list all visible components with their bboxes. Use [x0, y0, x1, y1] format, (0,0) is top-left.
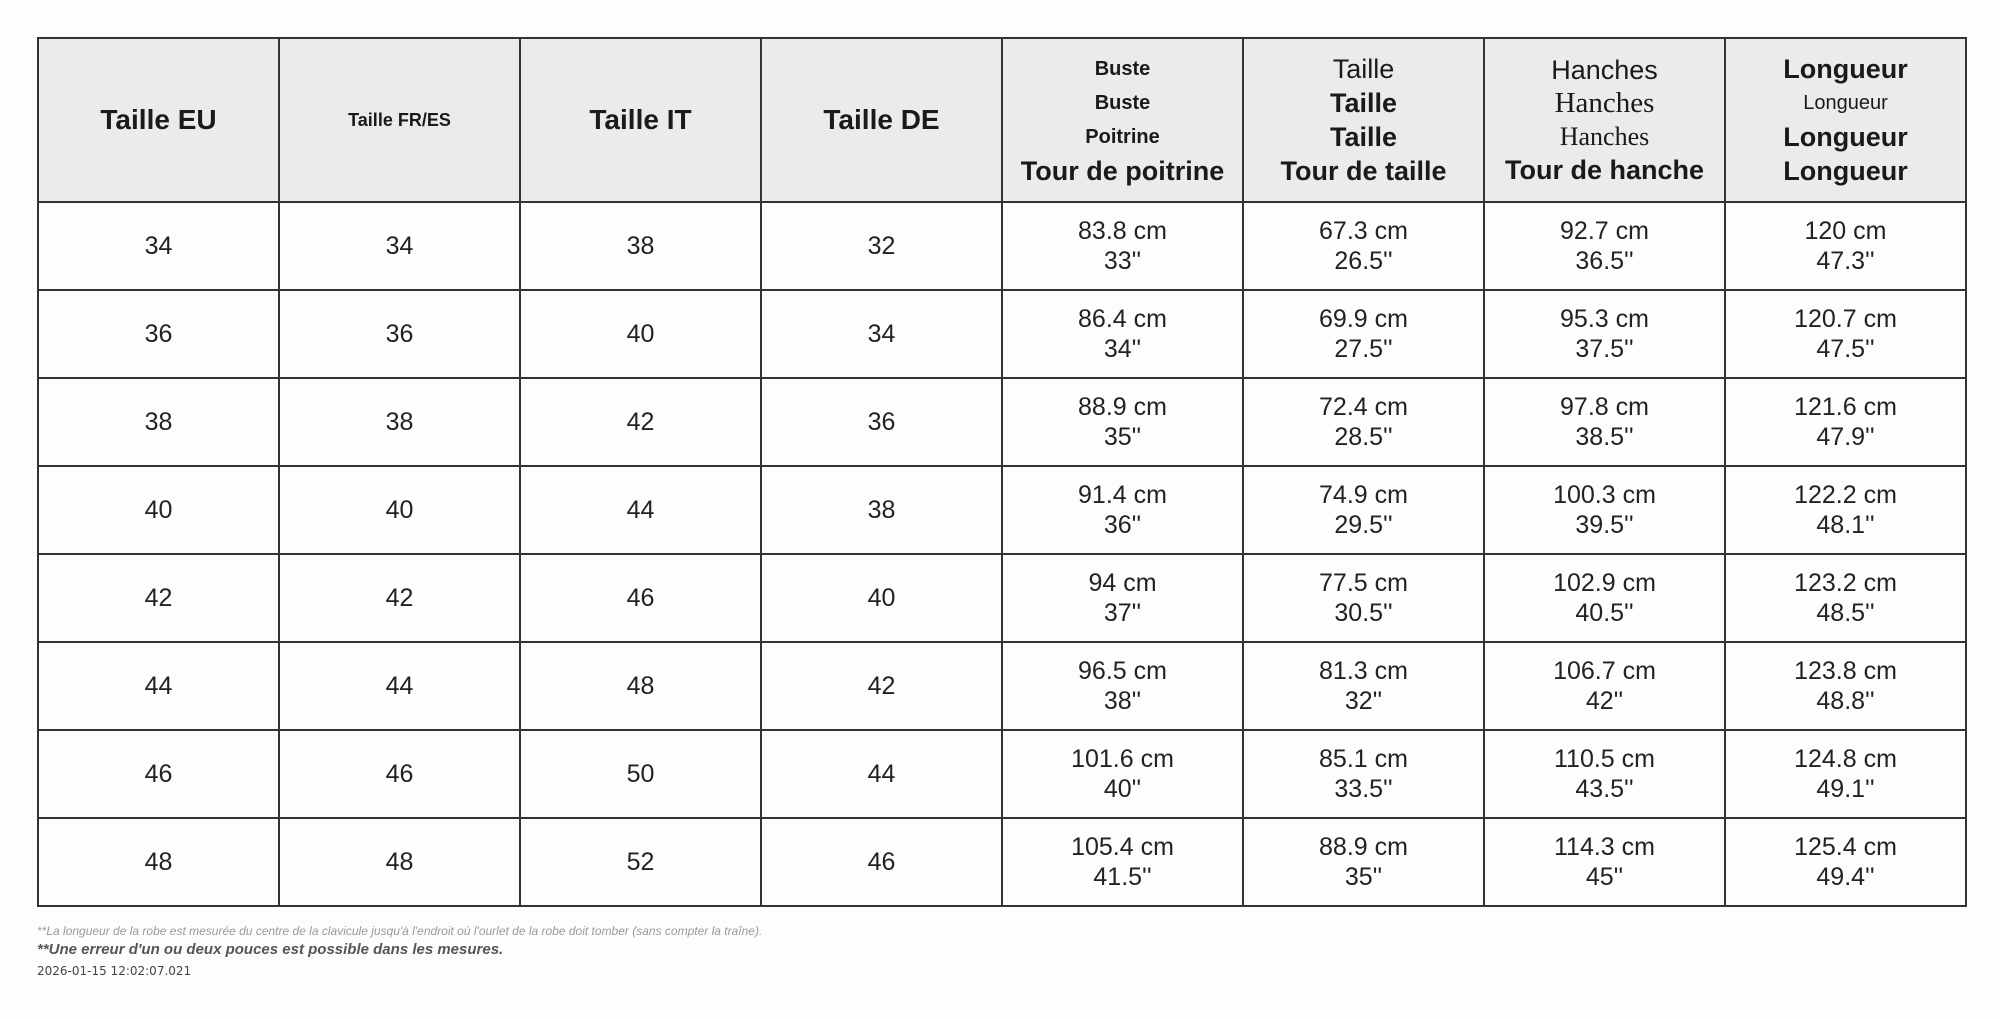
cell-hips-inch: 42'' — [1585, 687, 1624, 715]
cell-waist-cm: 74.9 cm — [1319, 481, 1408, 509]
header-bust-line: Poitrine — [1085, 126, 1160, 148]
cell-size-it: 42 — [520, 378, 761, 466]
cell-hips-cm: 102.9 cm — [1553, 569, 1656, 597]
cell-waist-inch: 29.5'' — [1334, 511, 1393, 539]
cell-hips — [1484, 642, 1725, 730]
cell-hips-cm: 92.7 cm — [1560, 217, 1649, 245]
cell-hips — [1484, 730, 1725, 818]
cell-waist-cm: 85.1 cm — [1319, 745, 1408, 773]
cell-size-it: 46 — [520, 554, 761, 642]
cell-size-it: 40 — [520, 290, 761, 378]
cell-bust-cm: 88.9 cm — [1078, 393, 1167, 421]
header-length-line: Longueur — [1783, 156, 1908, 186]
cell-waist-inch: 27.5'' — [1334, 335, 1393, 363]
cell-waist-inch: 32'' — [1344, 687, 1383, 715]
header-length-line: Longueur — [1783, 122, 1908, 152]
header-waist-line: Taille — [1329, 88, 1398, 118]
cell-length — [1725, 818, 1966, 906]
header-hips — [1484, 38, 1725, 202]
cell-bust — [1002, 554, 1243, 642]
header-hips-line: Hanches — [1554, 87, 1655, 119]
header-hips-line: Tour de hanche — [1504, 155, 1705, 185]
cell-bust-inch: 40'' — [1103, 775, 1142, 803]
cell-waist-cm: 72.4 cm — [1319, 393, 1408, 421]
cell-waist-cm: 67.3 cm — [1319, 217, 1408, 245]
cell-bust — [1002, 730, 1243, 818]
cell-bust-cm: 83.8 cm — [1078, 217, 1167, 245]
cell-size-eu: 44 — [38, 642, 279, 730]
cell-hips-cm: 95.3 cm — [1560, 305, 1649, 333]
header-it: Taille IT — [520, 38, 761, 202]
cell-length-cm: 124.8 cm — [1794, 745, 1897, 773]
cell-length-cm: 123.8 cm — [1794, 657, 1897, 685]
header-row — [38, 38, 1966, 202]
table-row — [38, 730, 1966, 818]
cell-size-de: 44 — [761, 730, 1002, 818]
cell-bust-inch: 34'' — [1103, 335, 1142, 363]
cell-size-de: 34 — [761, 290, 1002, 378]
table-row — [38, 290, 1966, 378]
cell-bust-inch: 33'' — [1103, 247, 1142, 275]
header-de: Taille DE — [761, 38, 1002, 202]
header-fr: Taille FR/ES — [279, 38, 520, 202]
cell-waist-cm: 69.9 cm — [1319, 305, 1408, 333]
length-note: **La longueur de la robe est mesurée du centre de la clavicule jusqu'à l'endroit où l'ourlet de la robe doit tomber (sans compter la traîne). — [37, 924, 763, 938]
timestamp: 2026-01-15 12:02:07.021 — [37, 964, 192, 978]
cell-size-eu: 36 — [38, 290, 279, 378]
header-hips-line: Hanches — [1551, 55, 1658, 85]
cell-hips-inch: 40.5'' — [1575, 599, 1634, 627]
cell-hips-cm: 97.8 cm — [1560, 393, 1649, 421]
cell-size-it: 48 — [520, 642, 761, 730]
cell-hips-inch: 37.5'' — [1575, 335, 1634, 363]
cell-hips-inch: 43.5'' — [1575, 775, 1634, 803]
cell-bust-cm: 101.6 cm — [1071, 745, 1174, 773]
cell-length-inch: 48.1'' — [1816, 511, 1875, 539]
cell-bust — [1002, 642, 1243, 730]
cell-waist-inch: 33.5'' — [1334, 775, 1393, 803]
cell-size-fr: 42 — [279, 554, 520, 642]
cell-size-de: 38 — [761, 466, 1002, 554]
cell-bust — [1002, 818, 1243, 906]
cell-hips — [1484, 554, 1725, 642]
cell-bust — [1002, 466, 1243, 554]
cell-waist-inch: 28.5'' — [1334, 423, 1393, 451]
cell-size-de: 36 — [761, 378, 1002, 466]
cell-bust-inch: 35'' — [1103, 423, 1142, 451]
cell-waist-cm: 81.3 cm — [1319, 657, 1408, 685]
cell-waist — [1243, 202, 1484, 290]
header-length-line: Longueur — [1803, 92, 1888, 114]
cell-hips — [1484, 466, 1725, 554]
cell-length — [1725, 554, 1966, 642]
cell-hips-inch: 36.5'' — [1575, 247, 1634, 275]
cell-bust-inch: 41.5'' — [1093, 863, 1152, 891]
cell-size-eu: 34 — [38, 202, 279, 290]
cell-length — [1725, 642, 1966, 730]
cell-length-inch: 47.5'' — [1816, 335, 1875, 363]
cell-length-cm: 123.2 cm — [1794, 569, 1897, 597]
cell-size-it: 50 — [520, 730, 761, 818]
cell-hips — [1484, 290, 1725, 378]
cell-length — [1725, 290, 1966, 378]
cell-bust-cm: 96.5 cm — [1078, 657, 1167, 685]
cell-bust-inch: 37'' — [1103, 599, 1142, 627]
size-chart — [37, 37, 1965, 907]
cell-length — [1725, 730, 1966, 818]
size-table — [37, 37, 1967, 907]
cell-length-inch: 49.4'' — [1816, 863, 1875, 891]
cell-hips-cm: 110.5 cm — [1554, 745, 1655, 773]
cell-bust — [1002, 202, 1243, 290]
cell-size-fr: 44 — [279, 642, 520, 730]
cell-waist-cm: 77.5 cm — [1319, 569, 1408, 597]
cell-size-fr: 38 — [279, 378, 520, 466]
cell-length-inch: 47.3'' — [1816, 247, 1875, 275]
cell-hips-inch: 45'' — [1585, 863, 1624, 891]
cell-size-de: 46 — [761, 818, 1002, 906]
cell-length-inch: 48.8'' — [1816, 687, 1875, 715]
cell-size-eu: 38 — [38, 378, 279, 466]
cell-size-de: 42 — [761, 642, 1002, 730]
table-row — [38, 202, 1966, 290]
table-row — [38, 378, 1966, 466]
cell-length — [1725, 378, 1966, 466]
header-bust-line: Tour de poitrine — [1020, 156, 1225, 186]
cell-bust-inch: 36'' — [1103, 511, 1142, 539]
cell-length-cm: 122.2 cm — [1794, 481, 1897, 509]
cell-size-fr: 36 — [279, 290, 520, 378]
cell-hips-cm: 106.7 cm — [1553, 657, 1656, 685]
cell-size-de: 32 — [761, 202, 1002, 290]
cell-size-fr: 46 — [279, 730, 520, 818]
cell-length-inch: 48.5'' — [1816, 599, 1875, 627]
cell-bust-inch: 38'' — [1103, 687, 1142, 715]
cell-hips — [1484, 378, 1725, 466]
cell-hips-inch: 39.5'' — [1575, 511, 1634, 539]
cell-length-cm: 121.6 cm — [1794, 393, 1897, 421]
cell-waist — [1243, 730, 1484, 818]
cell-size-eu: 46 — [38, 730, 279, 818]
cell-bust — [1002, 378, 1243, 466]
cell-size-eu: 42 — [38, 554, 279, 642]
cell-waist-inch: 30.5'' — [1334, 599, 1393, 627]
cell-length-inch: 47.9'' — [1816, 423, 1875, 451]
cell-hips-cm: 100.3 cm — [1553, 481, 1656, 509]
cell-length-cm: 120.7 cm — [1794, 305, 1897, 333]
cell-waist-inch: 26.5'' — [1334, 247, 1393, 275]
cell-size-fr: 40 — [279, 466, 520, 554]
cell-waist — [1243, 466, 1484, 554]
header-bust — [1002, 38, 1243, 202]
cell-waist-cm: 88.9 cm — [1319, 833, 1408, 861]
header-length-line: Longueur — [1783, 54, 1908, 84]
header-bust-line: Buste — [1094, 58, 1151, 80]
cell-size-eu: 40 — [38, 466, 279, 554]
cell-waist — [1243, 378, 1484, 466]
cell-waist — [1243, 642, 1484, 730]
cell-size-fr: 48 — [279, 818, 520, 906]
cell-hips — [1484, 202, 1725, 290]
error-note: **Une erreur d'un ou deux pouces est possible dans les mesures. — [37, 941, 504, 958]
header-waist — [1243, 38, 1484, 202]
header-bust-line: Buste — [1094, 92, 1151, 114]
table-body — [38, 202, 1966, 906]
cell-bust-cm: 94 cm — [1088, 569, 1157, 597]
cell-size-it: 52 — [520, 818, 761, 906]
header-length — [1725, 38, 1966, 202]
cell-waist — [1243, 818, 1484, 906]
header-hips-line: Hanches — [1559, 122, 1650, 151]
cell-size-eu: 48 — [38, 818, 279, 906]
header-waist-line: Taille — [1332, 54, 1395, 84]
header-eu: Taille EU — [38, 38, 279, 202]
cell-waist-inch: 35'' — [1344, 863, 1383, 891]
cell-bust-cm: 86.4 cm — [1078, 305, 1167, 333]
cell-size-de: 40 — [761, 554, 1002, 642]
cell-hips — [1484, 818, 1725, 906]
cell-length-cm: 125.4 cm — [1794, 833, 1897, 861]
table-row — [38, 554, 1966, 642]
cell-waist — [1243, 290, 1484, 378]
cell-hips-cm: 114.3 cm — [1554, 833, 1655, 861]
cell-length — [1725, 466, 1966, 554]
cell-bust-cm: 105.4 cm — [1071, 833, 1174, 861]
header-waist-line: Tour de taille — [1280, 156, 1447, 186]
header-waist-line: Taille — [1329, 122, 1398, 152]
cell-bust — [1002, 290, 1243, 378]
cell-length-cm: 120 cm — [1804, 217, 1887, 245]
cell-hips-inch: 38.5'' — [1575, 423, 1634, 451]
cell-waist — [1243, 554, 1484, 642]
cell-size-fr: 34 — [279, 202, 520, 290]
cell-bust-cm: 91.4 cm — [1078, 481, 1167, 509]
table-row — [38, 818, 1966, 906]
cell-size-it: 44 — [520, 466, 761, 554]
cell-length — [1725, 202, 1966, 290]
cell-length-inch: 49.1'' — [1816, 775, 1875, 803]
notes — [37, 922, 1437, 980]
table-row — [38, 642, 1966, 730]
cell-size-it: 38 — [520, 202, 761, 290]
table-row — [38, 466, 1966, 554]
